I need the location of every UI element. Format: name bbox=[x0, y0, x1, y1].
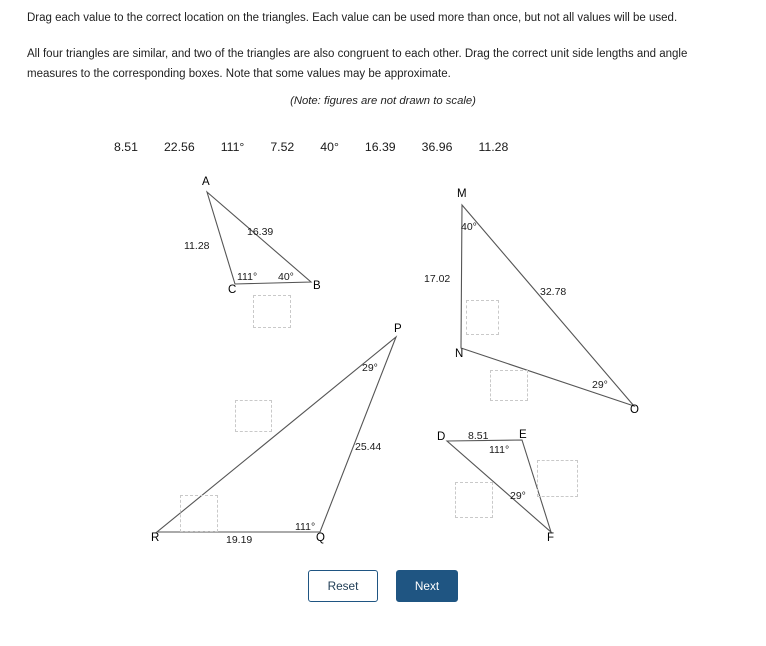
label-angle-c: 111° bbox=[237, 271, 258, 283]
value-chip-0[interactable]: 8.51 bbox=[114, 140, 138, 154]
figures-area bbox=[0, 170, 766, 560]
triangles-svg bbox=[0, 170, 766, 560]
vertex-label-d: D bbox=[437, 431, 446, 443]
label-angle-e: 111° bbox=[489, 444, 510, 456]
vertex-label-o: O bbox=[630, 404, 639, 416]
value-chip-5[interactable]: 16.39 bbox=[364, 140, 396, 154]
label-side-mo: 32.78 bbox=[540, 286, 567, 298]
vertex-label-n: N bbox=[455, 348, 464, 360]
value-bank bbox=[108, 138, 514, 156]
label-angle-m: 40° bbox=[461, 221, 477, 233]
value-chip-2[interactable]: 111° bbox=[220, 140, 245, 154]
label-side-mn: 17.02 bbox=[424, 273, 451, 285]
vertex-label-f: F bbox=[547, 532, 555, 544]
vertex-label-q: Q bbox=[316, 532, 325, 544]
reset-button[interactable]: Reset bbox=[308, 570, 378, 602]
drop-box-pqr-1[interactable] bbox=[235, 400, 272, 432]
vertex-label-r: R bbox=[151, 532, 160, 544]
triangle-abc-shape bbox=[207, 192, 311, 284]
label-angle-q: 111° bbox=[295, 521, 316, 533]
label-side-ac: 11.28 bbox=[184, 240, 210, 252]
drop-box-abc-1[interactable] bbox=[253, 295, 291, 328]
value-chip-6[interactable]: 36.96 bbox=[421, 140, 453, 154]
vertex-label-p: P bbox=[394, 323, 402, 335]
instruction-line-2: All four triangles are similar, and two of the triangles are also congruent to each other. Drag the correct unit side lengths and angle measures to the corresponding boxes. Note that some values may be approximate. bbox=[27, 48, 688, 80]
drop-box-def-1[interactable] bbox=[455, 482, 493, 518]
label-angle-b: 40° bbox=[278, 271, 294, 283]
vertex-label-c: C bbox=[228, 284, 237, 296]
drop-box-def-2[interactable] bbox=[537, 460, 578, 497]
label-side-de: 8.51 bbox=[468, 430, 489, 442]
label-side-pq: 25.44 bbox=[355, 441, 382, 453]
label-angle-f: 29° bbox=[510, 490, 526, 502]
action-buttons bbox=[0, 570, 766, 602]
vertex-label-m: M bbox=[457, 188, 467, 200]
label-side-rq: 19.19 bbox=[226, 534, 253, 546]
drop-box-mno-2[interactable] bbox=[490, 370, 528, 401]
label-side-ab: 16.39 bbox=[247, 226, 274, 238]
value-chip-1[interactable]: 22.56 bbox=[163, 140, 195, 154]
value-chip-4[interactable]: 40° bbox=[320, 140, 339, 154]
label-angle-p: 29° bbox=[362, 362, 378, 374]
value-chip-3[interactable]: 7.52 bbox=[270, 140, 295, 154]
value-chip-7[interactable]: 11.28 bbox=[478, 140, 509, 154]
instruction-line-1: Drag each value to the correct location on the triangles. Each value can be used more than once, but not all values will be used. bbox=[27, 12, 678, 24]
label-angle-o: 29° bbox=[592, 379, 608, 391]
vertex-label-e: E bbox=[519, 429, 527, 441]
next-button[interactable]: Next bbox=[396, 570, 458, 602]
vertex-label-a: A bbox=[202, 176, 210, 188]
drop-box-pqr-2[interactable] bbox=[180, 495, 218, 532]
vertex-label-b: B bbox=[313, 280, 321, 292]
drop-box-mno-1[interactable] bbox=[466, 300, 499, 335]
figure-scale-note: (Note: figures are not drawn to scale) bbox=[290, 95, 476, 107]
